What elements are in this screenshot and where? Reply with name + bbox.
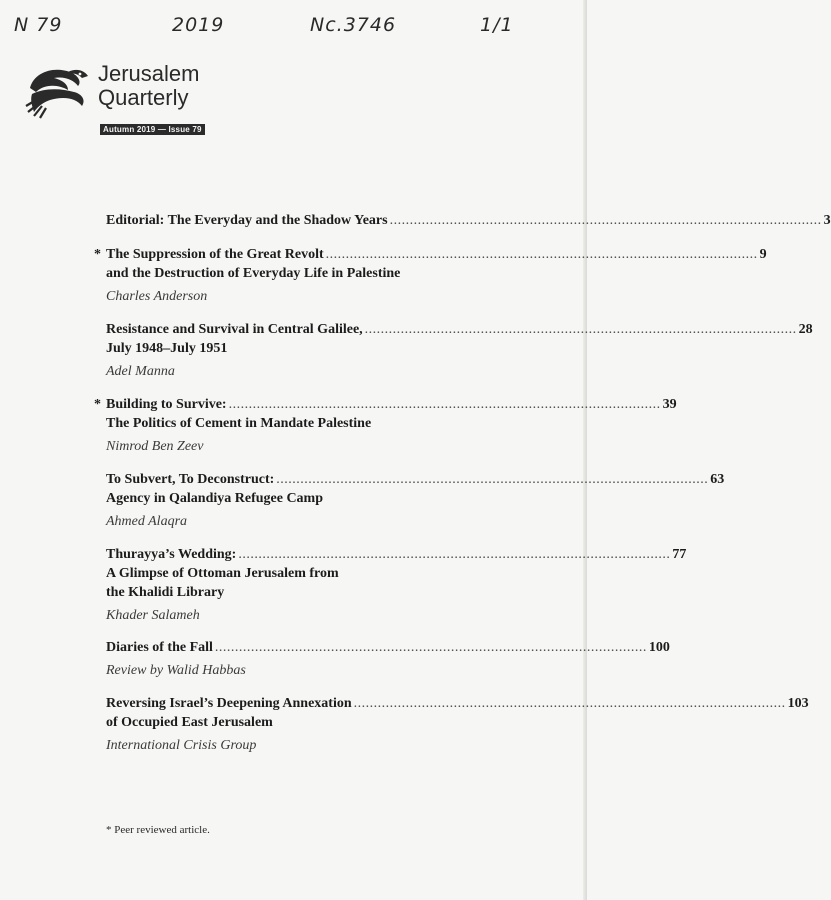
toc-title-continued: The Politics of Cement in Mandate Palestine [106,416,372,431]
leader-dots: ............................................................................................................ [238,547,671,562]
toc-page-number: 77 [672,547,687,562]
toc-entry[interactable] [106,211,831,230]
toc-page-number: 9 [759,247,767,262]
journal-title-line1: Jerusalem [98,61,200,86]
leader-dots: ............................................................................................................ [276,472,709,487]
toc-page-number: 3 [823,213,831,228]
toc-title-continued: the Khalidi Library [106,585,225,600]
toc-title-line [106,211,831,230]
toc-entry[interactable] [106,320,813,381]
toc-title: The Suppression of the Great Revolt [106,247,324,262]
journal-title-line2: Quarterly [98,85,189,110]
toc-title-line [106,545,687,564]
handwritten-mark-copy: 1/1 [480,14,514,36]
toc-entry[interactable] [106,694,809,755]
handwritten-mark-year: 2019 [172,14,225,36]
toc-title: Editorial: The Everyday and the Shadow Years [106,213,388,228]
toc-title-continued: of Occupied East Jerusalem [106,715,273,730]
toc-author: Nimrod Ben Zeev [106,439,204,454]
toc-page-number: 28 [798,322,813,337]
toc-title: Reversing Israel’s Deepening Annexation [106,696,352,711]
toc-title: Thurayya’s Wedding: [106,547,237,562]
toc-title-line [106,489,496,508]
toc-title-continued: Agency in Qalandiya Refugee Camp [106,491,323,506]
leader-dots: ............................................................................................................ [325,247,758,262]
toc-title-line [106,583,496,602]
toc-page-number: 100 [648,640,670,655]
toc-title-continued: July 1948–July 1951 [106,341,228,356]
toc-author: Review by Walid Habbas [106,663,246,678]
footnote: * Peer reviewed article. [106,824,210,836]
toc-title-line [106,713,496,732]
handwritten-mark-callnumber: Nc.3746 [310,14,397,36]
toc-page-number: 63 [710,472,725,487]
toc-title-line [106,694,809,713]
peer-reviewed-marker: * [94,397,101,412]
toc-title-line [106,320,813,339]
toc-title-line [106,395,677,414]
toc-title-line [106,638,670,657]
toc-title-line [106,414,496,433]
toc-title: Diaries of the Fall [106,640,213,655]
toc-author: International Crisis Group [106,738,257,753]
toc-entry[interactable] [94,245,767,306]
toc-entry[interactable] [106,638,670,680]
toc-title-continued: and the Destruction of Everyday Life in Palestine [106,266,401,281]
leader-dots: ............................................................................................................ [364,322,797,337]
toc-page-number: 39 [662,397,677,412]
toc-title: Resistance and Survival in Central Galilee, [106,322,363,337]
leader-dots: ............................................................................................................ [389,213,822,228]
issue-badge: Autumn 2019 — Issue 79 [100,124,205,135]
handwritten-mark-issue: N 79 [14,14,63,36]
toc-entry[interactable] [106,545,687,625]
toc-title-line [106,264,496,283]
toc-entry[interactable] [94,395,677,456]
leader-dots: ............................................................................................................ [353,696,786,711]
peer-reviewed-marker: * [94,247,101,262]
toc-author: Adel Manna [106,364,175,379]
toc-entry[interactable] [106,470,725,531]
toc-title: Building to Survive: [106,397,227,412]
toc-title-line [106,470,725,489]
leader-dots: ............................................................................................................ [214,640,647,655]
toc-title: To Subvert, To Deconstruct: [106,472,275,487]
toc-page-number: 103 [787,696,809,711]
toc-author: Ahmed Alaqra [106,514,188,529]
toc-title-line [106,339,496,358]
leader-dots: ............................................................................................................ [228,397,661,412]
toc-title-continued: A Glimpse of Ottoman Jerusalem from [106,566,339,581]
toc-author: Khader Salameh [106,608,200,623]
toc-title-line [106,564,496,583]
toc-title-line [106,245,767,264]
toc-author: Charles Anderson [106,289,208,304]
